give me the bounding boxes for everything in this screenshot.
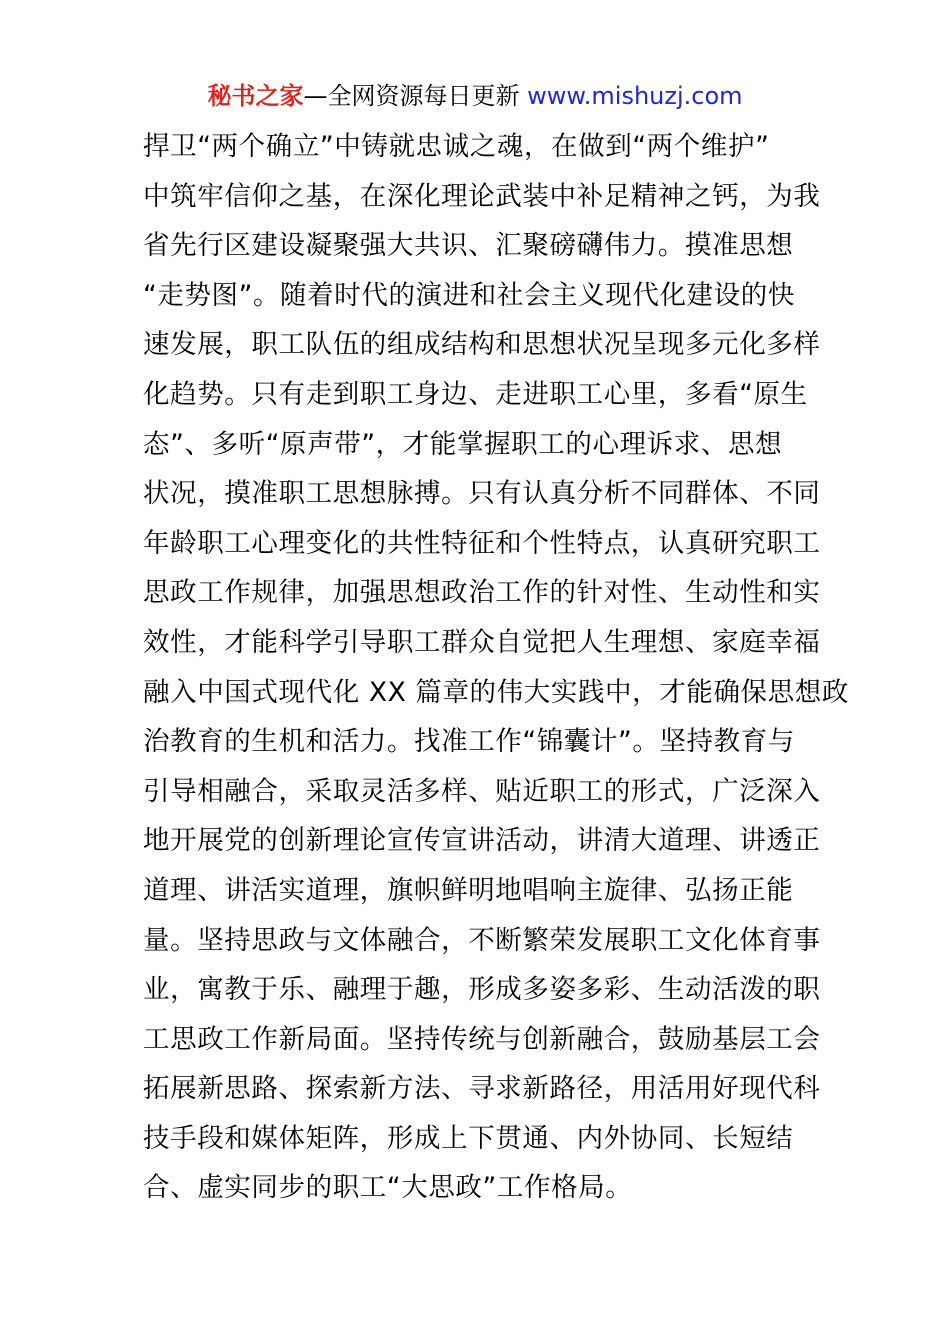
body-line: 拓展新思路、探索新方法、寻求新路径，用活用好现代科 — [143, 1073, 821, 1105]
body-line: 中筑牢信仰之基，在深化理论武装中补足精神之钙，为我 — [143, 180, 821, 212]
body-line: “走势图”。随着时代的演进和社会主义现代化建设的快 — [143, 279, 795, 311]
body-line: 速发展，职工队伍的组成结构和思想状况呈现多元化多样 — [143, 329, 821, 361]
body-line: 状况，摸准职工思想脉搏。只有认真分析不同群体、不同 — [143, 478, 821, 510]
body-line: 工思政工作新局面。坚持传统与创新融合，鼓励基层工会 — [143, 1023, 821, 1055]
header-tagline: —全网资源每日更新 — [303, 82, 528, 110]
page-header — [0, 78, 950, 114]
body-line: 效性，才能科学引导职工群众自觉把人生理想、家庭幸福 — [143, 626, 821, 658]
body-line: 技手段和媒体矩阵，形成上下贯通、内外协同、长短结 — [143, 1122, 794, 1154]
body-line: 思政工作规律，加强思想政治工作的针对性、生动性和实 — [143, 577, 821, 609]
article-body — [143, 122, 849, 1213]
body-line: 地开展党的创新理论宣传宣讲活动，讲清大道理、讲透正 — [143, 825, 821, 857]
body-line: 业，寓教于乐、融理于趣，形成多姿多彩、生动活泼的职 — [143, 974, 821, 1006]
brand-name: 秘书之家 — [207, 82, 304, 110]
body-line: 融入中国式现代化 XX 篇章的伟大实践中，才能确保思想政 — [143, 676, 849, 708]
body-line: 态”、多听“原声带”，才能掌握职工的心理诉求、思想 — [143, 428, 783, 460]
body-line: 捍卫“两个确立”中铸就忠诚之魂，在做到“两个维护” — [143, 131, 770, 162]
body-line: 省先行区建设凝聚强大共识、汇聚磅礴伟力。摸准思想 — [143, 230, 794, 262]
body-line: 治教育的生机和活力。找准工作“锦囊计”。坚持教育与 — [143, 726, 795, 758]
body-line: 引导相融合，采取灵活多样、贴近职工的形式，广泛深入 — [143, 775, 821, 807]
body-line: 道理、讲活实道理，旗帜鲜明地唱响主旋律、弘扬正能 — [143, 874, 794, 906]
body-line: 年龄职工心理变化的共性特征和个性特点，认真研究职工 — [143, 527, 821, 559]
body-line: 化趋势。只有走到职工身边、走进职工心里，多看“原生 — [143, 378, 808, 410]
site-link[interactable]: www.mishuzj.com — [527, 82, 743, 110]
body-line: 合、虚实同步的职工“大思政”工作格局。 — [143, 1172, 633, 1204]
body-line: 量。坚持思政与文体融合，不断繁荣发展职工文化体育事 — [143, 924, 821, 956]
